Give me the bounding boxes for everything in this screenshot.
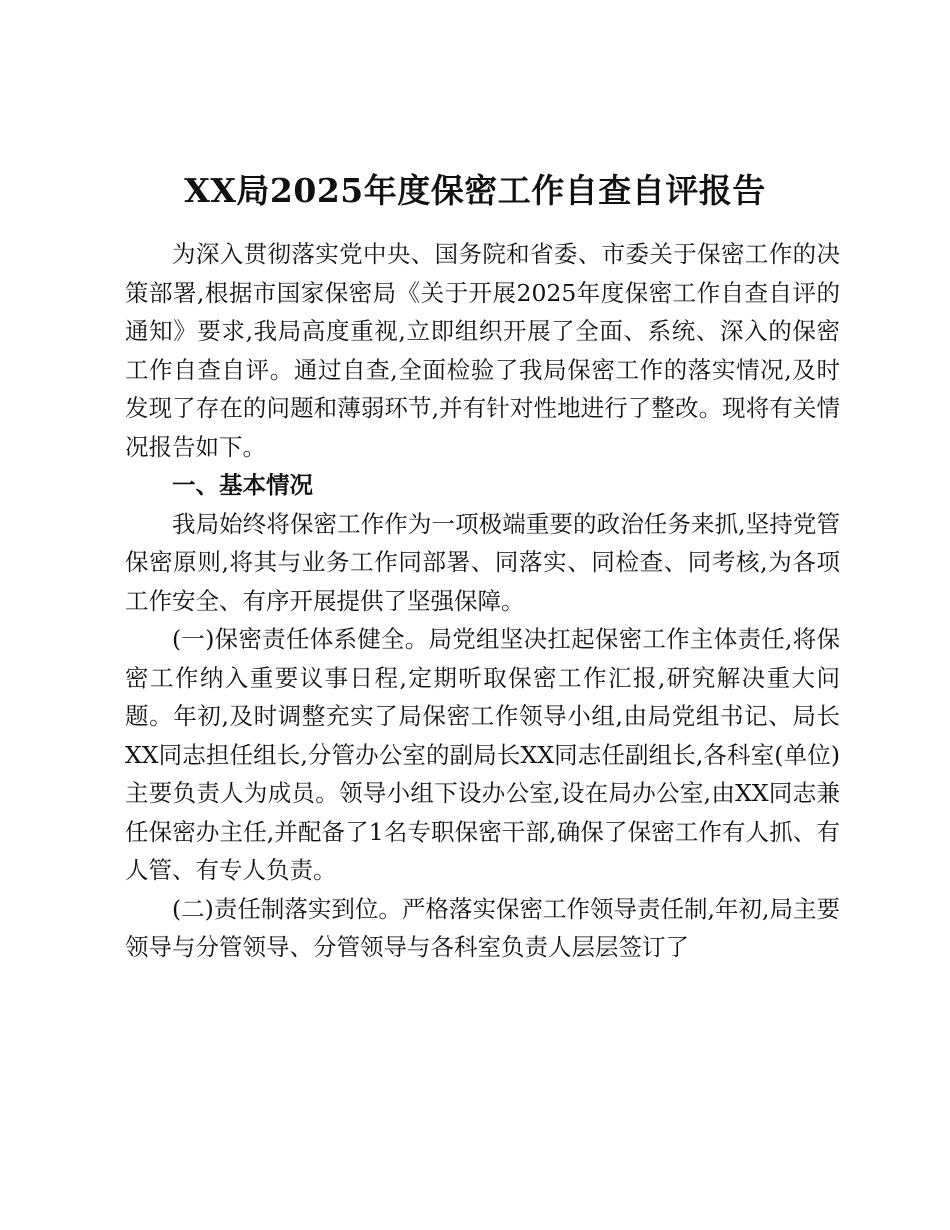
document-body: [125, 235, 840, 967]
body-paragraph: 我局始终将保密工作作为一项极端重要的政治任务来抓,坚持党管保密原则,将其与业务工作同部署、同落实、同检查、同考核,为各项工作安全、有序开展提供了坚强保障。: [125, 509, 840, 615]
body-paragraph: (一)保密责任体系健全。局党组坚决扛起保密工作主体责任,将保密工作纳入重要议事日程,定期听取保密工作汇报,研究解决重大问题。年初,及时调整充实了局保密工作领导小组,由局党组书记、局长XX同志担任组长,分管办公室的副局长XX同志任副组长,各科室(单位)主要负责人为成员。领导小组下设办公室,设在局办公室,由XX同志兼任保密办主任,并配备了1名专职保密干部,确保了保密工作有人抓、有人管、有专人负责。: [125, 625, 840, 884]
section-heading: 一、基本情况: [172, 471, 313, 499]
body-paragraph: (二)责任制落实到位。严格落实保密工作领导责任制,年初,局主要领导与分管领导、分管领导与各科室负责人层层签订了: [125, 894, 840, 961]
intro-paragraph: 为深入贯彻落实党中央、国务院和省委、市委关于保密工作的决策部署,根据市国家保密局《关于开展2025年度保密工作自查自评的通知》要求,我局高度重视,立即组织开展了全面、系统、深入的保密工作自查自评。通过自查,全面检验了我局保密工作的落实情况,及时发现了存在的问题和薄弱环节,并有针对性地进行了整改。现将有关情况报告如下。: [125, 240, 840, 461]
document-title: XX局2025年度保密工作自查自评报告: [184, 171, 766, 210]
